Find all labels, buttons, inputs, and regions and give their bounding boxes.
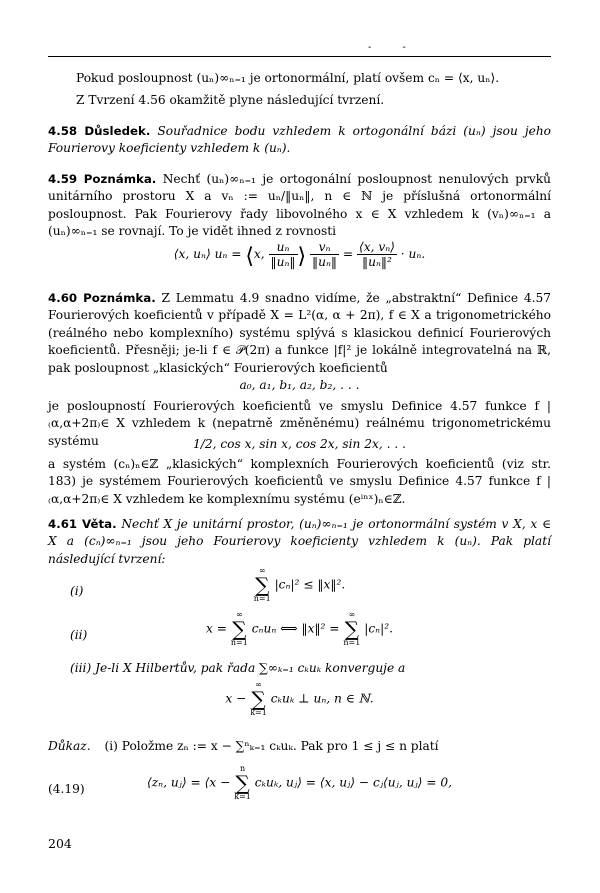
theorem-item-i-equation: [48, 566, 551, 604]
theorem-item-ii-label: (ii): [70, 628, 88, 642]
equation-number-4-19: (4.19): [48, 782, 85, 796]
sum-sign-i: ∞ ∑ n=1: [253, 566, 271, 603]
sum-iii-upper: ∞: [255, 680, 262, 689]
remark-4-60-heading: 4.60 Poznámka.: [48, 291, 156, 305]
sum-4-19-lower: k=1: [234, 792, 251, 801]
remark-4-59-equation: [48, 240, 551, 269]
sum-4-19-upper: n: [239, 764, 246, 773]
remark-4-59-heading: 4.59 Poznámka.: [48, 172, 157, 186]
item-iii-right: cₖuₖ ⊥ uₙ, n ∈ ℕ.: [270, 691, 374, 706]
sum-ii-a-upper: ∞: [236, 610, 243, 619]
proof-intro: [48, 738, 551, 755]
theorem-4-61: [48, 516, 551, 568]
page-number: 204: [48, 836, 72, 851]
remark-4-60-text-1: Z Lemmatu 4.9 snadno vidíme, že „abstraktní“ Definice 4.57 Fourierových koeficientů v případě X = L²(α, α + 2π), f ∈ X a trigonometrického (reálného nebo komplexního) systému splývá s klasickou definicí Fourierových koeficientů. Přesněji; je-li f ∈ 𝒫(2π) a funkce |f|² je lokálně integrovatelná na ℝ, pak posloupnost „klasických“ Fourierových koeficientů: [48, 291, 551, 375]
eq-4-19-right: cₖuₖ, uⱼ⟩ = ⟨x, uⱼ⟩ − cⱼ⟨uⱼ, uⱼ⟩ = 0,: [254, 775, 453, 790]
sum-ii-b-lower: n=1: [343, 638, 361, 647]
corollary-4-58: [48, 123, 551, 158]
item-ii-mid: cₙuₙ ⟺ ‖x‖² =: [251, 621, 340, 636]
frac-2: [310, 240, 339, 269]
item-i-body: |cₙ|² ≤ ‖x‖².: [274, 577, 346, 592]
proof-text: (i) Položme zₙ := x − ∑ⁿₖ₌₁ cₖuₖ. Pak pro 1 ≤ j ≤ n platí: [104, 739, 439, 753]
theorem-heading: 4.61 Věta.: [48, 517, 117, 531]
sum-sign-iii: ∞ ∑ k=1: [250, 680, 267, 717]
sum-sign-ii-a: ∞ ∑ n=1: [230, 610, 248, 647]
theorem-item-iii-label: (iii): [70, 661, 92, 675]
frac-3-den: ‖uₙ‖²: [362, 255, 392, 269]
frac-1-den: ‖uₙ‖: [270, 255, 296, 269]
angle-open: ⟨: [245, 244, 254, 269]
intro-line-1: Pokud posloupnost (uₙ)∞ₙ₌₁ je ortonormální, platí ovšem cₙ = ⟨x, uₙ⟩.: [76, 71, 500, 85]
proof-label: Důkaz.: [48, 739, 91, 753]
item-ii-left: x =: [206, 621, 227, 636]
equation-4-19: [48, 764, 551, 802]
remark-4-59: [48, 171, 551, 241]
eq-4-19-left: ⟨zₙ, uⱼ⟩ = ⟨x −: [146, 775, 231, 790]
theorem-text: Nechť X je unitární prostor, (uₙ)∞ₙ₌₁ je ortonormální systém v X, x ∈ X a (cₙ)∞ₙ₌₁ jsou jeho Fourierovy koeficienty vzhledem k (uₙ). Pak platí následující tvrzení:: [48, 517, 552, 566]
running-header-marks: - -: [368, 42, 420, 53]
theorem-item-iii-equation: [48, 680, 551, 718]
corollary-text: Souřadnice bodu vzhledem k ortogonální bázi (uₙ) jsou jeho Fourierovy koeficienty vzhledem k (uₙ).: [48, 124, 552, 156]
sum-i-lower: n=1: [253, 594, 271, 603]
eq-left: ⟨x, uₙ⟩ uₙ =: [173, 247, 242, 261]
sum-sign-ii-b: ∞ ∑ n=1: [343, 610, 361, 647]
item-ii-right: |cₙ|².: [364, 621, 393, 636]
corollary-heading: 4.58 Důsledek.: [48, 124, 151, 138]
sum-ii-a-lower: n=1: [230, 638, 248, 647]
item-iii-left: x −: [225, 691, 247, 706]
angle-close: ⟩: [297, 244, 307, 269]
theorem-item-i-label: (i): [70, 584, 84, 598]
sum-sign-4-19: n ∑ k=1: [234, 764, 251, 801]
intro-line-2: Z Tvrzení 4.56 okamžitě plyne následující tvrzení.: [76, 93, 385, 107]
remark-4-60-text-3: a systém (cₙ)ₙ∈ℤ „klasických“ komplexních Fourierových koeficientů (viz str. 183) je systémem Fourierových koeficientů ve smyslu Definice 4.57 funkce f |₍α,α+2π₎∈ X vzhledem ke komplexnímu systému (eⁱⁿˣ)ₙ∈ℤ.: [48, 457, 551, 506]
frac-2-den: ‖uₙ‖: [312, 255, 337, 269]
header-rule: [48, 56, 551, 57]
theorem-item-ii-equation: [48, 610, 551, 648]
remark-4-60-equation-2: 1/2, cos x, sin x, cos 2x, sin 2x, . . .: [192, 437, 407, 451]
eq-equals: =: [342, 247, 354, 261]
remark-4-60-part-1: [48, 290, 551, 377]
eq-x: x,: [253, 247, 265, 261]
frac-3: [357, 240, 397, 269]
theorem-item-iii: [48, 660, 551, 677]
sum-i-upper: ∞: [258, 566, 266, 575]
remark-4-59-text: Nechť (uₙ)∞ₙ₌₁ je ortogonální posloupnost nenulových prvků unitárního prostoru X a vₙ := uₙ/‖uₙ‖, n ∈ ℕ je příslušná ortonormální posloupnost. Pak Fourierovy řady libovolného x ∈ X vzhledem k (vₙ)∞ₙ₌₁ a (uₙ)∞ₙ₌₁ se rovnají. To je vidět ihned z rovnosti: [48, 172, 551, 239]
theorem-item-iii-text: Je-li X Hilbertův, pak řada ∑∞ₖ₌₁ cₖuₖ konverguje a: [95, 661, 406, 675]
eq-tail: · uₙ.: [400, 247, 426, 261]
sum-iii-lower: k=1: [250, 708, 267, 717]
remark-4-60-equation-1: a₀, a₁, b₁, a₂, b₂, . . .: [239, 378, 360, 392]
frac-3-num: ⟨x, vₙ⟩: [358, 240, 395, 254]
sum-ii-b-upper: ∞: [348, 610, 356, 619]
remark-4-60-text-2: je posloupností Fourierových koeficientů ve smyslu Definice 4.57 funkce f |₍α,α+2π₎∈ X vzhledem k (nepatrně změněnému) reálnému trigonometrickému systému: [48, 399, 551, 448]
frac-1: [269, 240, 298, 269]
frac-1-num: uₙ: [269, 240, 298, 255]
frac-2-num: vₙ: [310, 240, 339, 255]
